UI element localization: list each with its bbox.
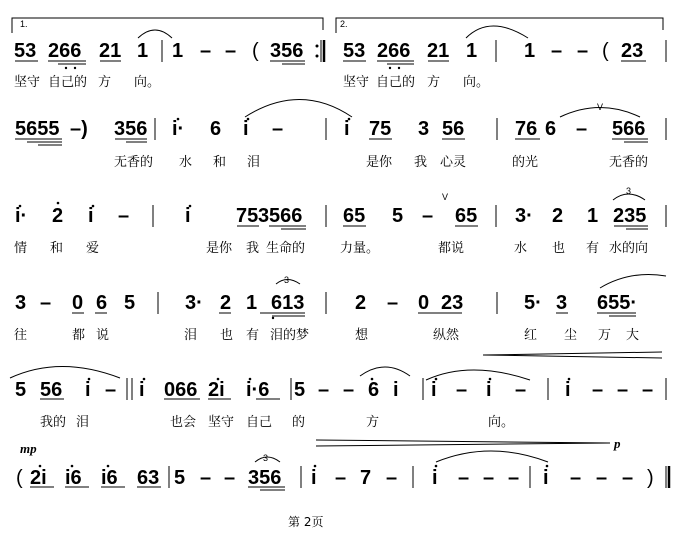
note: – — [335, 467, 347, 489]
note: 1 — [172, 40, 184, 62]
lyric: 尘 — [564, 328, 578, 343]
note: 75 — [369, 118, 392, 140]
lyric: 方 — [427, 75, 441, 90]
lyric: 坚守 — [208, 415, 235, 430]
note: 7 — [360, 467, 372, 489]
lyric: 泪的梦 — [270, 328, 310, 343]
row6-decresc — [316, 440, 610, 446]
note: ( — [602, 40, 609, 62]
note: – — [200, 40, 212, 62]
note: 23 — [441, 292, 464, 314]
note: 235 — [613, 205, 647, 227]
note: 76 — [515, 118, 538, 140]
note: 1 — [466, 40, 478, 62]
note: 53 — [14, 40, 37, 62]
note: i — [139, 379, 145, 401]
lyric: 是你 — [206, 241, 233, 256]
note: 1 — [137, 40, 149, 62]
row1-tie-a — [138, 30, 172, 38]
note: i — [311, 467, 317, 489]
note: 3 — [556, 292, 568, 314]
note: – — [622, 467, 634, 489]
lyric: 坚守 — [343, 75, 370, 90]
lyric: 有 — [246, 328, 260, 343]
note: – — [515, 379, 527, 401]
note: 613 — [271, 292, 305, 314]
row6-slur — [436, 451, 548, 462]
note: 566 — [269, 205, 303, 227]
note: i — [85, 379, 91, 401]
row6-barlines — [169, 466, 669, 488]
lyric: 的光 — [512, 155, 539, 170]
volta-1-bracket — [12, 18, 323, 33]
lyric: 向。 — [463, 75, 490, 90]
row5-cresc — [483, 352, 662, 358]
lyric: 坚守 — [14, 75, 41, 90]
note: – — [483, 467, 495, 489]
note: 5 — [174, 467, 186, 489]
row2-dots — [177, 118, 351, 121]
note: 066 — [164, 379, 198, 401]
note: i — [565, 379, 571, 401]
note: 6 — [545, 118, 557, 140]
note: 6 — [368, 379, 380, 401]
note: 3· — [185, 292, 203, 314]
triplet-label: 3 — [263, 453, 269, 463]
lyric: 想 — [355, 328, 369, 343]
dynamic-p: p — [614, 436, 621, 451]
note: – — [576, 118, 588, 140]
note: – — [551, 40, 563, 62]
note: i· — [172, 118, 185, 140]
breath-mark: V — [442, 192, 449, 202]
lyric: 我 — [246, 241, 260, 256]
note: – — [422, 205, 434, 227]
note: 356 — [270, 40, 304, 62]
triplet-label: 3 — [284, 275, 290, 285]
lyric: 我的 — [40, 415, 67, 430]
note: 2i — [208, 379, 225, 401]
note: i — [543, 467, 549, 489]
note: – — [456, 379, 468, 401]
volta-first-label: 1. — [20, 19, 28, 29]
note: – — [40, 292, 52, 314]
note: – — [592, 379, 604, 401]
note: 56 — [442, 118, 465, 140]
note: – — [617, 379, 629, 401]
note: 0 — [72, 292, 84, 314]
note: 3 — [258, 205, 270, 227]
lyric: 水 — [179, 155, 193, 170]
lyric: 无香的 — [609, 155, 649, 170]
lyric: 爱 — [86, 241, 100, 256]
lyric: 和 — [50, 241, 64, 256]
note: ) — [647, 467, 654, 489]
lyric: 大 — [626, 328, 640, 343]
note: 2i — [30, 467, 47, 489]
note: 65 — [343, 205, 366, 227]
note: 266 — [48, 40, 82, 62]
note: i — [185, 205, 191, 227]
note: i — [243, 118, 249, 140]
lyric: 往 — [14, 328, 28, 343]
lyric: 方 — [366, 415, 380, 430]
lyric: 泪 — [76, 415, 90, 430]
note: 63 — [137, 467, 160, 489]
lyric: 自己的 — [376, 75, 416, 90]
note: 1 — [587, 205, 599, 227]
note: – — [272, 118, 284, 140]
row4-underlines — [72, 313, 636, 316]
note: –) — [70, 118, 88, 140]
note: – — [224, 467, 236, 489]
lyric: 自己的 — [48, 75, 88, 90]
triplet-label: 3 — [626, 186, 632, 196]
lyric: 生命的 — [266, 241, 306, 256]
lyric: 万 — [598, 328, 612, 343]
lyric: 自己 — [246, 415, 273, 430]
note: – — [387, 292, 399, 314]
note: – — [318, 379, 330, 401]
note: ( — [16, 467, 23, 489]
note: 65 — [455, 205, 478, 227]
note: 0 — [418, 292, 430, 314]
note: 2 — [220, 292, 232, 314]
row1-barlines — [162, 40, 666, 62]
dynamic-mp: mp — [20, 441, 37, 456]
lyric: 力量。 — [340, 241, 380, 256]
lyric: 泪 — [247, 155, 261, 170]
row5-slur-a — [10, 367, 120, 379]
note: 1 — [524, 40, 536, 62]
row5-slur-b — [360, 367, 410, 376]
note: – — [105, 379, 117, 401]
note: – — [458, 467, 470, 489]
note: 3· — [515, 205, 533, 227]
note: 6 — [96, 292, 108, 314]
note: 5655 — [15, 118, 60, 140]
note: 2 — [552, 205, 564, 227]
note: – — [343, 379, 355, 401]
breath-mark: V — [597, 102, 604, 112]
note: 21 — [99, 40, 122, 62]
lyric: 泪 — [184, 328, 198, 343]
row2-slur — [245, 100, 352, 118]
lyric: 心灵 — [440, 155, 467, 170]
page-number: 第 2页 — [288, 515, 324, 529]
lyric: 无香的 — [114, 155, 154, 170]
lyric: 纵然 — [433, 328, 460, 343]
note: 5 — [392, 205, 404, 227]
volta-2-bracket — [336, 18, 663, 33]
note: 53 — [343, 40, 366, 62]
lyric: 我 — [414, 155, 428, 170]
note: 266 — [377, 40, 411, 62]
note: 5 — [15, 379, 27, 401]
lyric: 向。 — [488, 415, 515, 430]
note: 75 — [236, 205, 259, 227]
row4-slur — [600, 275, 666, 289]
note: 2 — [355, 292, 367, 314]
lyric: 的 — [292, 415, 306, 430]
note: 1 — [246, 292, 258, 314]
note: 6 — [210, 118, 222, 140]
lyric: 和 — [213, 155, 227, 170]
lyric: 红 — [524, 328, 538, 343]
note: – — [570, 467, 582, 489]
lyric: 水的向 — [609, 241, 649, 256]
note: i — [344, 118, 350, 140]
note: i6 — [101, 467, 118, 489]
note: 5· — [524, 292, 542, 314]
note: i· — [15, 205, 28, 227]
note: 2 — [52, 205, 64, 227]
note: 5 — [124, 292, 136, 314]
note: i — [432, 467, 438, 489]
note: – — [508, 467, 520, 489]
lyric: 情 — [14, 241, 28, 256]
note: i — [431, 379, 437, 401]
note: – — [596, 467, 608, 489]
lyric: 也 — [552, 241, 566, 256]
row1-tie-b — [466, 26, 528, 38]
note: – — [386, 467, 398, 489]
note: 5 — [294, 379, 306, 401]
row4-dots — [272, 317, 274, 319]
note: 356 — [114, 118, 148, 140]
note: 655· — [597, 292, 638, 314]
lyric: 有 — [586, 241, 600, 256]
volta-second-label: 2. — [340, 19, 348, 29]
note: i·6 — [246, 379, 270, 401]
lyric: 水 — [514, 241, 528, 256]
note: 3 — [418, 118, 430, 140]
note: 21 — [427, 40, 450, 62]
note: – — [225, 40, 237, 62]
note: – — [642, 379, 654, 401]
note: – — [577, 40, 589, 62]
note: 356 — [248, 467, 282, 489]
note: – — [118, 205, 130, 227]
lyric: 都 — [72, 328, 86, 343]
note: i — [88, 205, 94, 227]
note: i — [393, 379, 399, 401]
note: 3 — [15, 292, 27, 314]
lyric: 也 — [220, 328, 234, 343]
note: ( — [252, 40, 259, 62]
note: i6 — [65, 467, 82, 489]
note: 23 — [621, 40, 644, 62]
lyric: 方 — [98, 75, 112, 90]
lyric: 也会 — [170, 415, 197, 430]
lyric: 都说 — [438, 241, 465, 256]
note: i — [486, 379, 492, 401]
row3-dots — [19, 202, 192, 208]
note: 56 — [40, 379, 63, 401]
note: – — [200, 467, 212, 489]
note: 566 — [612, 118, 646, 140]
lyric: 说 — [96, 328, 110, 343]
lyric: 是你 — [366, 155, 393, 170]
row2-barlines — [155, 118, 666, 140]
lyric: 向。 — [134, 75, 161, 90]
